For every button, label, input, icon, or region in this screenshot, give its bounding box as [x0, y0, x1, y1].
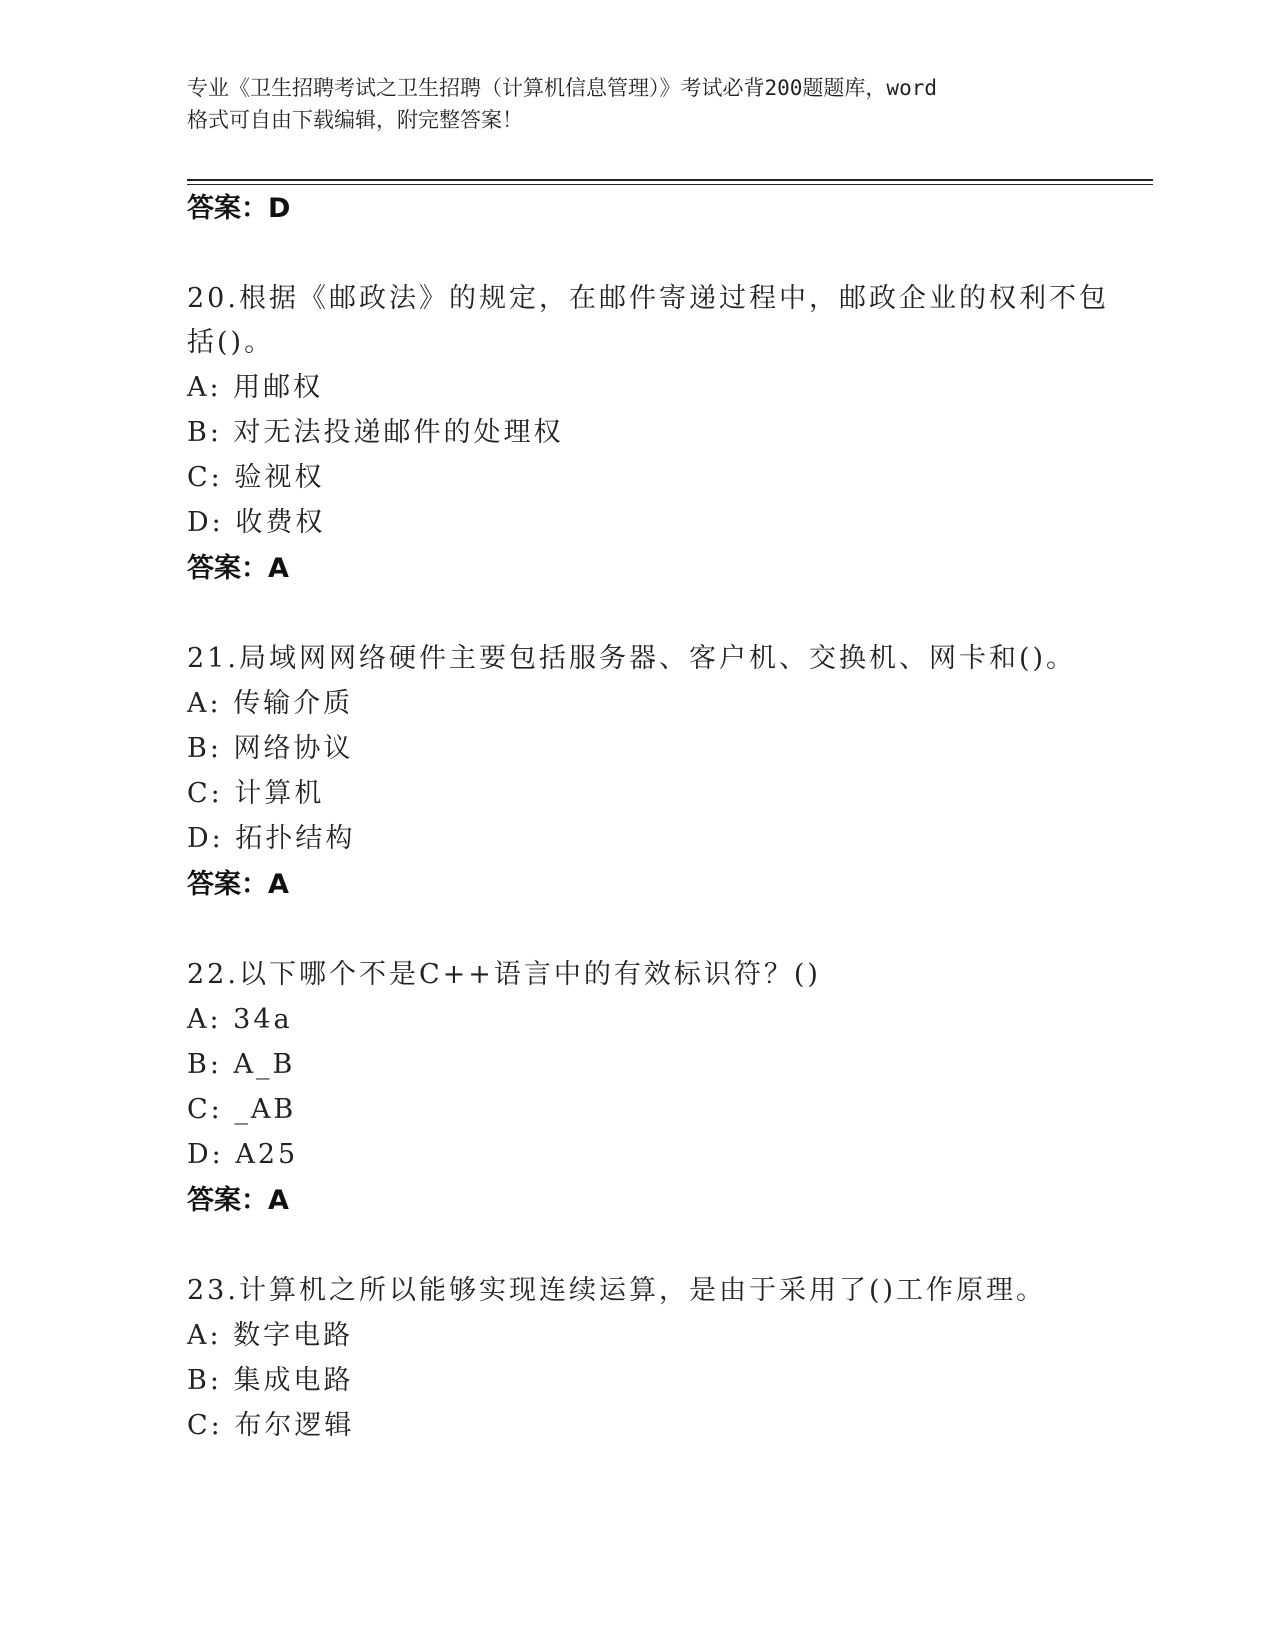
question-20-stem-line-2: 括()。: [187, 327, 275, 358]
header-line-2: 格式可自由下载编辑，附完整答案！: [187, 108, 523, 132]
header-rule-thin: [187, 184, 1153, 185]
question-21-option-d: D: 拓扑结构: [187, 823, 356, 854]
previous-answer: 答案：D: [187, 193, 291, 224]
question-20-option-c: C: 验视权: [187, 462, 325, 493]
question-22-option-b: B: A_B: [187, 1049, 296, 1080]
question-20-option-d: D: 收费权: [187, 507, 326, 538]
question-23-option-a: A: 数字电路: [187, 1320, 354, 1351]
question-22-option-c: C: _AB: [187, 1094, 297, 1125]
question-20-answer: 答案：A: [187, 553, 289, 584]
question-20-option-b: B: 对无法投递邮件的处理权: [187, 417, 564, 448]
question-23-option-b: B: 集成电路: [187, 1365, 354, 1396]
question-21-option-b: B: 网络协议: [187, 733, 354, 764]
document-header: [187, 72, 1087, 136]
header-rule-thick: [187, 179, 1153, 181]
question-20-stem-line-1: 20.根据《邮政法》的规定，在邮件寄递过程中，邮政企业的权利不包: [187, 283, 1109, 314]
question-21-stem: 21.局域网网络硬件主要包括服务器、客户机、交换机、网卡和()。: [187, 643, 1077, 674]
question-23-stem: 23.计算机之所以能够实现连续运算，是由于采用了()工作原理。: [187, 1275, 1047, 1306]
question-23-option-c: C: 布尔逻辑: [187, 1410, 355, 1441]
question-22-option-a: A: 34a: [187, 1004, 293, 1035]
header-line-1: 专业《卫生招聘考试之卫生招聘（计算机信息管理）》考试必背200题题库，word: [187, 76, 937, 100]
question-22-option-d: D: A25: [187, 1139, 299, 1170]
question-21-option-c: C: 计算机: [187, 778, 325, 809]
question-22-stem: 22.以下哪个不是C++语言中的有效标识符？(): [187, 959, 821, 990]
question-20-option-a: A: 用邮权: [187, 372, 324, 403]
question-22-answer: 答案：A: [187, 1185, 289, 1216]
question-21-answer: 答案：A: [187, 869, 289, 900]
question-21-option-a: A: 传输介质: [187, 688, 354, 719]
